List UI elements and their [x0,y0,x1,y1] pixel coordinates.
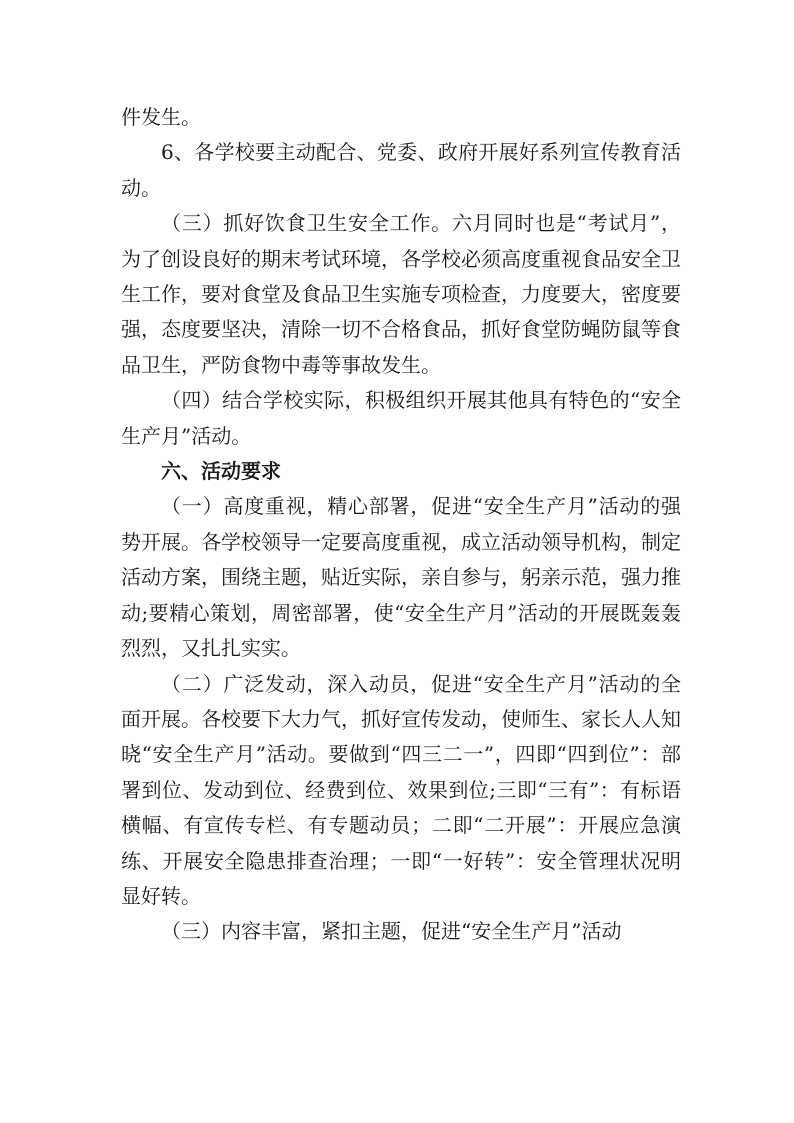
paragraph-requirement-2: （二）广泛发动，深入动员，促进“安全生产月”活动的全面开展。各校要下大力气，抓好宣传发动，使师生、家长人人知晓“安全生产月”活动。要做到“四三二一”，四即“四到位”：部署到位、发动到位、经费到位、效果到位;三即“三有”：有标语横幅、有宣传专栏、有专题动员；二即“二开展”：开展应急演练、开展安全隐患排查治理；一即“一好转”：安全管理状况明显好转。 [121,671,681,908]
paragraph-continuation: 件发生。 [121,105,201,129]
paragraph-requirement-1: （一）高度重视，精心部署，促进“安全生产月”活动的强势开展。各学校领导一定要高度重视，成立活动领导机构，制定活动方案，围绕主题，贴近实际，亲自参与，躬亲示范，强力推动;要精心策划，周密部署，使“安全生产月”活动的开展既轰轰烈烈，又扎扎实实。 [121,494,681,661]
paragraph-item-6: 6、各学校要主动配合、党委、政府开展好系列宣传教育活动。 [121,140,681,200]
section-heading-requirements: 六、活动要求 [161,459,281,484]
paragraph-requirement-3: （三）内容丰富，紧扣主题，促进“安全生产月”活动 [161,919,622,944]
paragraph-section-4: （四）结合学校实际，积极组织开展其他具有特色的“安全生产月”活动。 [121,388,681,448]
paragraph-section-3: （三）抓好饮食卫生安全工作。六月同时也是“考试月”，为了创设良好的期末考试环境，各学校必须高度重视食品安全卫生工作，要对食堂及食品卫生实施专项检查，力度要大，密度要强，态度要坚决，清除一切不合格食品，抓好食堂防蝇防鼠等食品卫生，严防食物中毒等事故发生。 [121,211,681,377]
document-body [121,100,681,950]
